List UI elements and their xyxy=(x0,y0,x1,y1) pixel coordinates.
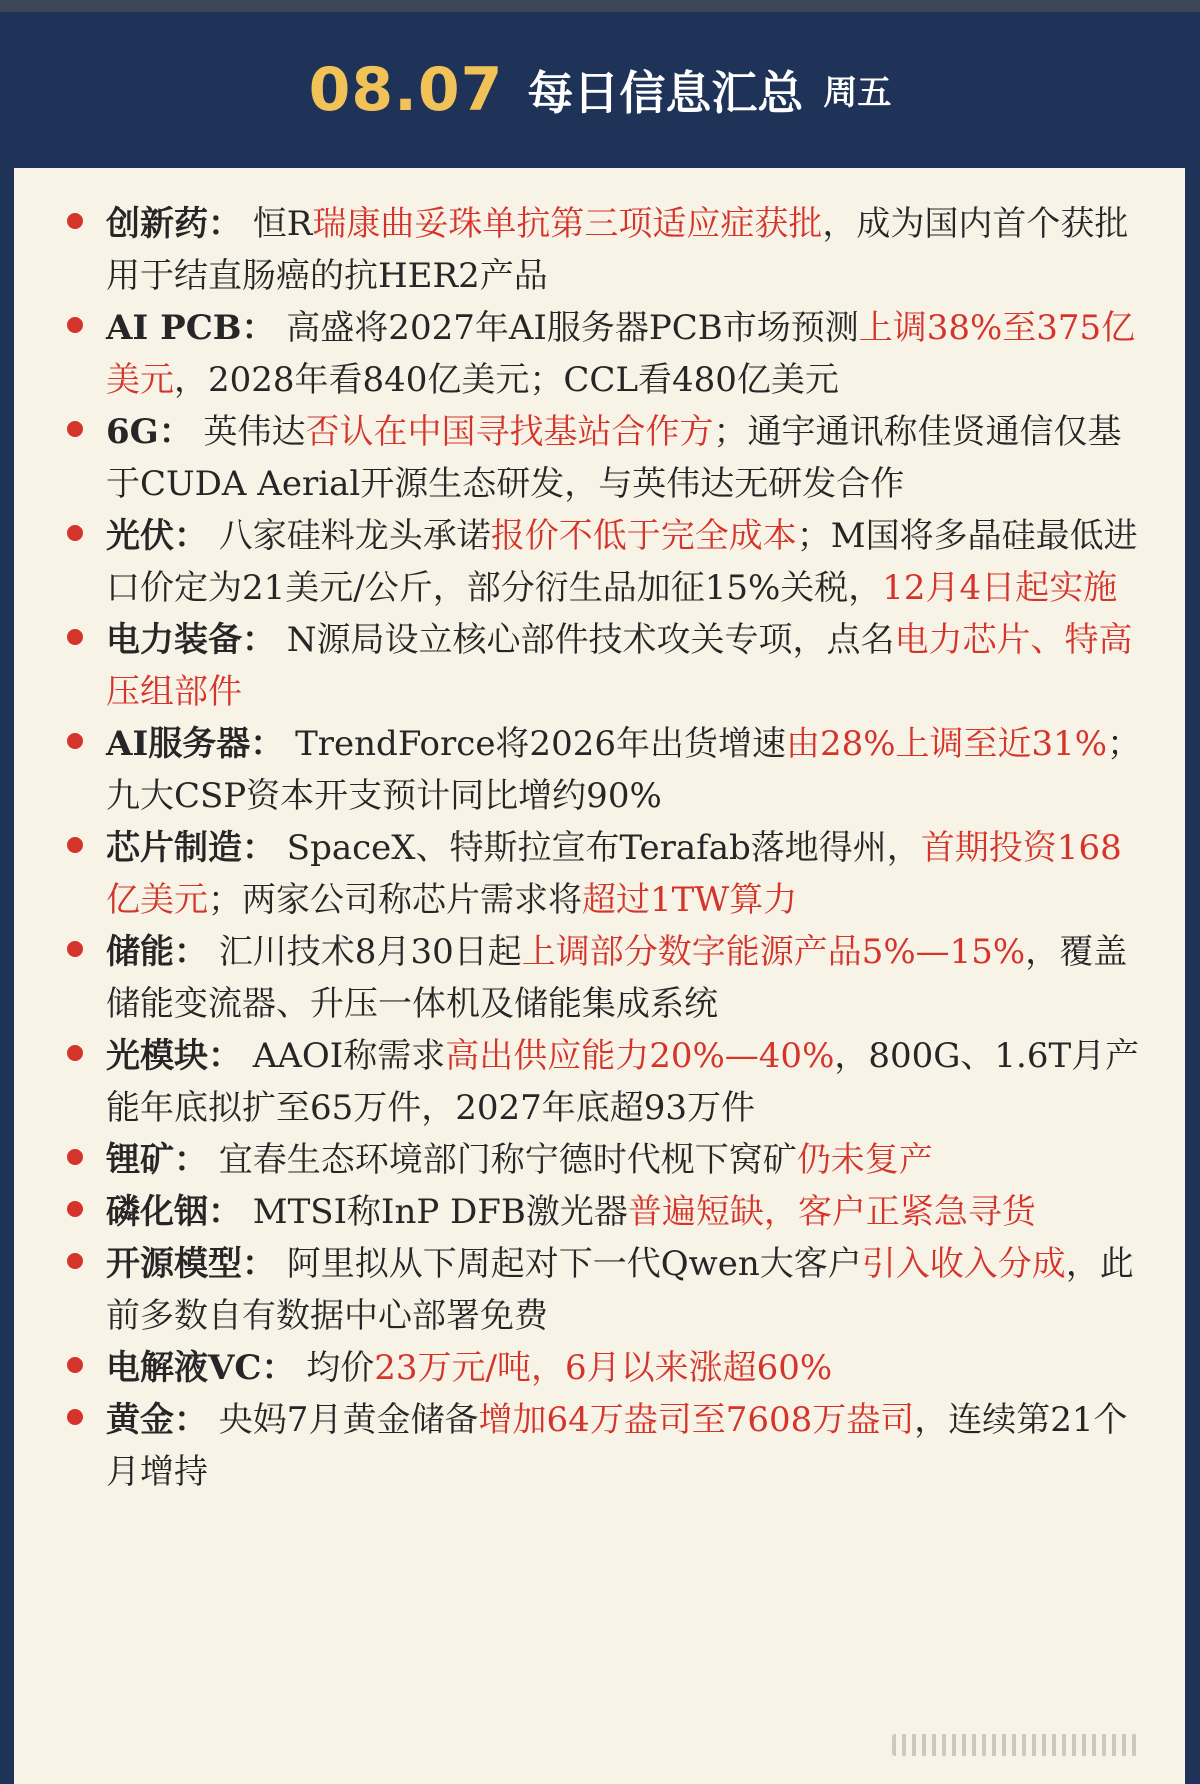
highlight-text: 否认在中国寻找基站合作方 xyxy=(305,412,714,452)
highlight-text: 超过1TW算力 xyxy=(582,880,798,920)
news-card xyxy=(14,168,1185,1784)
highlight-text: 23万元/吨，6月以来涨超60% xyxy=(374,1348,833,1388)
item-text: 英伟达 xyxy=(192,412,306,452)
news-item xyxy=(14,1030,1185,1134)
item-text: ；M国将多晶硅最低进口价定为21美元/公斤，部分衍生品加征15%关税， xyxy=(106,516,1138,608)
date-label: 08.07 xyxy=(308,54,504,125)
item-label: 电解液VC： xyxy=(106,1348,296,1388)
bullet-dot-icon xyxy=(67,213,83,229)
item-text: 央妈7月黄金储备 xyxy=(208,1400,479,1440)
news-item xyxy=(14,510,1185,614)
bullet-dot-icon xyxy=(67,941,83,957)
news-item xyxy=(14,302,1185,406)
news-list xyxy=(14,198,1185,1498)
item-text: 高盛将2027年AI服务器PCB市场预测 xyxy=(275,308,859,348)
bullet-dot-icon xyxy=(67,837,83,853)
item-text: 均价 xyxy=(295,1348,375,1388)
item-text: ；九大CSP资本开支预计同比增约90% xyxy=(106,724,1142,816)
item-label: 芯片制造： xyxy=(106,828,276,868)
news-item xyxy=(14,926,1185,1030)
item-label: 黄金： xyxy=(106,1400,208,1440)
bullet-dot-icon xyxy=(67,1149,83,1165)
highlight-text: 普遍短缺，客户正紧急寻货 xyxy=(627,1192,1036,1232)
item-text: 阿里拟从下周起对下一代Qwen大客户 xyxy=(276,1244,862,1284)
news-item xyxy=(14,1394,1185,1498)
item-text: ；两家公司称芯片需求将 xyxy=(208,880,582,920)
highlight-text: 电力芯片、特高压组部件 xyxy=(106,620,1133,712)
item-label: 光模块： xyxy=(106,1036,242,1076)
news-item xyxy=(14,1134,1185,1186)
weekday-label: 周五 xyxy=(823,73,892,113)
news-item xyxy=(14,614,1185,718)
highlight-text: 上调部分数字能源产品5%—15% xyxy=(521,932,1026,972)
highlight-text: 12月4日起实施 xyxy=(882,568,1118,608)
highlight-text: 瑞康曲妥珠单抗第三项适应症获批 xyxy=(312,204,823,244)
bullet-dot-icon xyxy=(67,1253,83,1269)
item-text: ，成为国内首个获批用于结直肠癌的抗HER2产品 xyxy=(106,204,1129,296)
page-title: 每日信息汇总 xyxy=(527,65,804,120)
item-text: MTSI称InP DFB激光器 xyxy=(242,1192,628,1232)
item-label: 开源模型： xyxy=(106,1244,276,1284)
header xyxy=(0,12,1200,167)
bullet-dot-icon xyxy=(67,629,83,645)
item-text: 恒R xyxy=(242,204,313,244)
item-text: ，覆盖储能变流器、升压一体机及储能集成系统 xyxy=(106,932,1128,1024)
highlight-text: 上调38%至375亿美元 xyxy=(106,308,1136,400)
news-item xyxy=(14,1342,1185,1394)
bullet-dot-icon xyxy=(67,525,83,541)
item-text: TrendForce将2026年出货增速 xyxy=(284,724,786,764)
item-text: 宜春生态环境部门称宁德时代枧下窝矿 xyxy=(208,1140,797,1180)
watermark xyxy=(892,1734,1137,1756)
news-item xyxy=(14,1186,1185,1238)
news-item xyxy=(14,1238,1185,1342)
bullet-dot-icon xyxy=(67,421,83,437)
highlight-text: 仍未复产 xyxy=(796,1140,933,1180)
bullet-dot-icon xyxy=(67,1201,83,1217)
highlight-text: 高出供应能力20%—40% xyxy=(445,1036,835,1076)
news-item xyxy=(14,822,1185,926)
highlight-text: 首期投资168亿美元 xyxy=(106,828,1122,920)
item-label: 储能： xyxy=(106,932,208,972)
news-item xyxy=(14,198,1185,302)
item-text: ，2028年看840亿美元；CCL看480亿美元 xyxy=(174,360,839,400)
item-label: AI服务器： xyxy=(106,724,285,764)
item-text: 汇川技术8月30日起 xyxy=(208,932,522,972)
highlight-text: 增加64万盎司至7608万盎司 xyxy=(478,1400,915,1440)
item-text: N源局设立核心部件技术攻关专项，点名 xyxy=(276,620,895,660)
item-label: AI PCB： xyxy=(106,308,276,348)
item-label: 锂矿： xyxy=(106,1140,208,1180)
item-label: 磷化铟： xyxy=(106,1192,242,1232)
item-text: 八家硅料龙头承诺 xyxy=(208,516,491,556)
item-label: 创新药： xyxy=(106,204,242,244)
news-item xyxy=(14,718,1185,822)
item-text: AAOI称需求 xyxy=(242,1036,446,1076)
bullet-dot-icon xyxy=(67,1045,83,1061)
bullet-dot-icon xyxy=(67,317,83,333)
highlight-text: 报价不低于完全成本 xyxy=(490,516,797,556)
item-text: ，此前多数自有数据中心部署免费 xyxy=(106,1244,1134,1336)
highlight-text: 引入收入分成 xyxy=(861,1244,1066,1284)
item-label: 6G： xyxy=(106,412,193,452)
highlight-text: 由28%上调至近31% xyxy=(785,724,1108,764)
item-text: ，连续第21个月增持 xyxy=(106,1400,1128,1492)
item-text: SpaceX、特斯拉宣布Terafab落地得州， xyxy=(276,828,921,868)
top-strip xyxy=(0,0,1200,12)
item-label: 电力装备： xyxy=(106,620,276,660)
item-text: ；通宇通讯称佳贤通信仅基于CUDA Aerial开源生态研发，与英伟达无研发合作 xyxy=(106,412,1122,504)
bullet-dot-icon xyxy=(67,1357,83,1373)
news-item xyxy=(14,406,1185,510)
bullet-dot-icon xyxy=(67,733,83,749)
item-label: 光伏： xyxy=(106,516,208,556)
bullet-dot-icon xyxy=(67,1409,83,1425)
item-text: ，800G、1.6T月产能年底拟扩至65万件，2027年底超93万件 xyxy=(106,1036,1140,1128)
